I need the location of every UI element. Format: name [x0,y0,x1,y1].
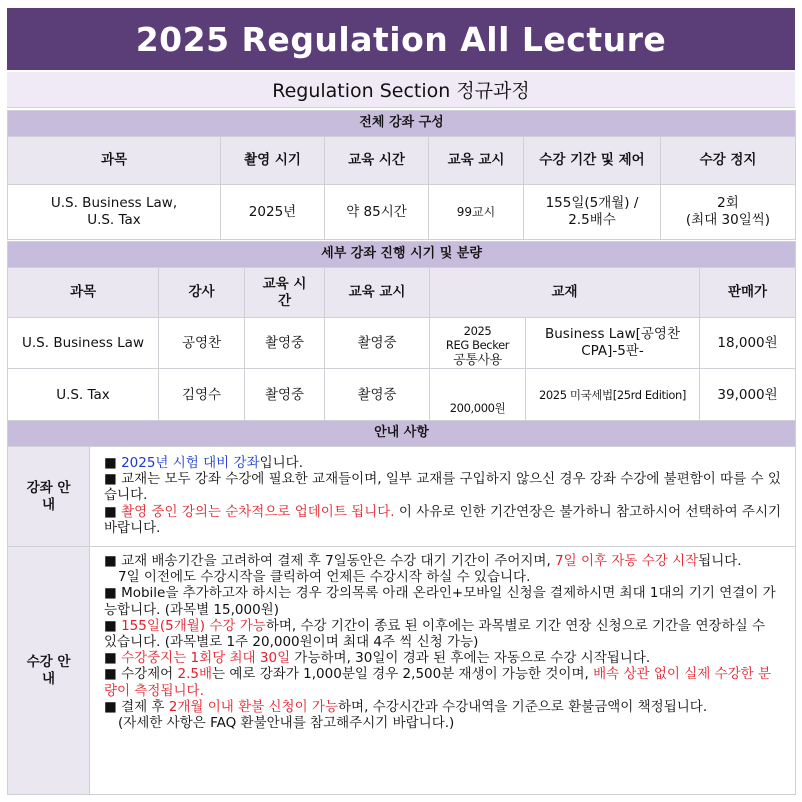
overview-subject-line1: U.S. Business Law, [50,195,178,212]
notice-section-title: 안내 사항 [8,421,796,447]
detail-row1-periods: 촬영중 [325,318,430,369]
overview-duration-line2: 2.5배수 [568,212,616,228]
table-row [8,318,796,369]
detail-row1-book-cell [430,318,700,369]
shared-book-price: 200,000원 [430,369,526,421]
overview-table [7,110,796,240]
overview-filming: 2025년 [221,185,325,240]
detail-row2-price: 39,000원 [700,369,796,422]
enroll-bullet-4: ■ 수강중지는 1회당 최대 30일 가능하며, 30일이 경과 된 후에는 자동으로 수강 시작됩니다. [104,650,651,667]
enroll-bullet-3: ■ 155일(5개월) 수강 가능하며, 수강 기간이 종료 된 이후에는 과목별로 기간 연장 신청으로 기간을 연장하실 수 있습니다. (과목별로 1주 20,000원이며 최대 4주 씩 신청 가능) [104,617,766,650]
detail-header-hours: 교육 시간 [245,268,325,318]
overview-header-pause: 수강 정지 [661,137,796,185]
lecture-bullet-3: ■ 촬영 중인 강의는 순차적으로 업데이트 됩니다. 이 사유로 인한 기간연장은 불가하니 참고하시어 선택하여 주시기 바랍니다. [104,503,782,536]
lecture-bullet-1: ■ 2025년 시험 대비 강좌입니다. [104,455,304,471]
lecture-bullet-2: ■ 교재는 모두 강좌 수강에 필요한 교재들이며, 일부 교재를 구입하지 않으신 경우 강좌 수강에 불편함이 따를 수 있습니다. [104,471,781,504]
enroll-bullet-6-note: (자세한 사항은 FAQ 환불안내를 참고해주시기 바랍니다.) [118,714,455,731]
overview-pause-line2: (최대 30일씩) [685,212,771,228]
overview-header-subject: 과목 [8,137,221,185]
enroll-bullet-1: ■ 교재 배송기간을 고려하여 결제 후 7일동안은 수강 대기 기간이 주어지며, 7일 이후 자동 수강 시작됩니다. [104,553,742,569]
detail-row1-book: Business Law[공영찬 CPA]-5판- [544,326,681,359]
overview-duration [524,185,661,240]
detail-row2-subject: U.S. Tax [8,369,159,422]
enroll-bullet-5: ■ 수강제어 2.5배는 예로 강좌가 1,000분일 경우 2,500분 재생이 가능한 것이며, 배속 상관 없이 실제 수강한 분량이 측정됩니다. [104,666,772,699]
overview-subject-line2: U.S. Tax [87,212,141,228]
overview-duration-line1: 155일(5개월) / [545,195,639,212]
enroll-guide-content [90,547,796,795]
overview-hours: 약 85시간 [325,185,429,240]
detail-header-price: 판매가 [700,268,796,318]
detail-header-instructor: 강사 [159,268,245,318]
overview-header-hours: 교육 시간 [325,137,429,185]
detail-header-periods: 교육 교시 [325,268,430,318]
overview-header-duration: 수강 기간 및 제어 [524,137,661,185]
detail-row2-periods: 촬영중 [325,369,430,422]
overview-header-periods: 교육 교시 [429,137,524,185]
detail-row1-subject: U.S. Business Law [8,318,159,369]
detail-row2-instructor: 김영수 [159,369,245,422]
detail-row2-book-cell [430,369,700,422]
table-row [8,369,796,422]
overview-subject [8,185,221,240]
lecture-guide-label: 강좌 안내 [8,447,90,547]
shared-book [430,318,526,368]
enroll-bullet-6: ■ 결제 후 2개월 이내 환불 신청이 가능하며, 수강시간과 수강내역을 기준으로 환불금액이 책정됩니다. [104,698,708,715]
detail-row1-price: 18,000원 [700,318,796,369]
detail-row2-hours: 촬영중 [245,369,325,422]
notice-table [7,420,796,795]
overview-header-filming: 촬영 시기 [221,137,325,185]
enroll-bullet-2: ■ Mobile을 추가하고자 하시는 경우 강의목록 아래 온라인+모바일 신청을 결제하시면 최대 1대의 기기 연결이 가능합니다. (과목별 15,000원) [104,585,776,618]
page-subtitle: Regulation Section 정규과정 [7,72,795,108]
detail-row2-book: 2025 미국세법[25rd Edition] [538,387,687,402]
overview-periods: 99교시 [429,185,524,240]
detail-section-title: 세부 강좌 진행 시기 및 분량 [8,242,796,268]
detail-header-book: 교재 [430,268,700,318]
detail-table [7,241,796,422]
overview-pause [661,185,796,240]
detail-row1-hours: 촬영중 [245,318,325,369]
lecture-guide-content [90,447,796,547]
shared-book-line3: 공통사용 [453,352,502,368]
page-title: 2025 Regulation All Lecture [7,8,795,70]
shared-book-line2: REG Becker [445,338,510,353]
overview-pause-line1: 2회 [717,195,739,212]
detail-header-subject: 과목 [8,268,159,318]
overview-section-title: 전체 강좌 구성 [8,111,796,137]
shared-book-line1: 2025 [463,324,492,338]
enroll-guide-label: 수강 안내 [8,547,90,795]
detail-row1-instructor: 공영찬 [159,318,245,369]
enroll-bullet-1-note: 7일 이전에도 수강시작을 클릭하여 언제든 수강시작 하실 수 있습니다. [118,569,531,586]
